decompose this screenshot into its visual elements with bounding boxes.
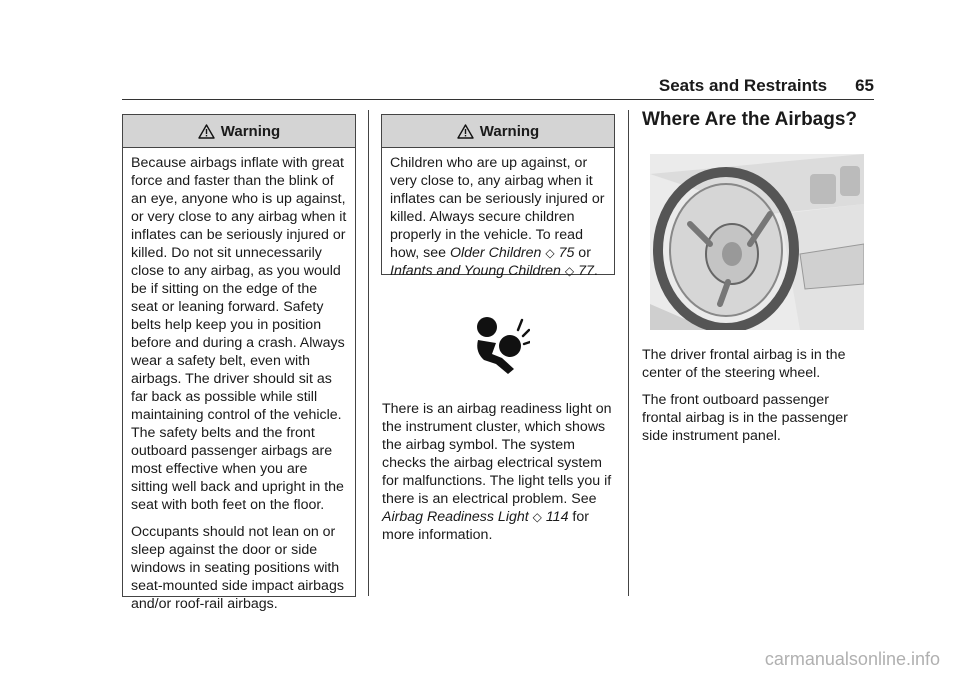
page-ref-icon: ◇ [545,246,555,260]
header-rule [122,99,874,100]
page-ref-77[interactable]: 77 [578,263,594,279]
warning-middle-text: Children who are up against, or very close to, any airbag when it inflates can be seriously injured or killed. Always secure children properly in the vehicle. To read how, see [390,155,605,261]
warning-header-middle [382,115,614,148]
warning-heading-left: Warning [220,122,281,140]
airbag-location-text [642,346,870,454]
end-period: . [593,263,598,279]
section-title-header: Seats and Restraints [658,76,828,95]
link-older-children[interactable]: Older Children [449,245,542,261]
warning-left-paragraph-2: Occupants should not lean on or sleep against the door or side windows in seating positions with seat-mounted side impact airbags and/or roof-rail airbags. [131,524,344,612]
driver-airbag-paragraph: The driver frontal airbag is in the center of the steering wheel. [642,347,846,381]
passenger-airbag-paragraph: The front outboard passenger frontal airbag is in the passenger side instrument panel. [642,392,848,444]
airbag-readiness-icon [474,316,530,374]
warning-icon [457,124,474,139]
warning-left-paragraph-1: Because airbags inflate with great force and faster than the blink of an eye, anyone who is up against, or very close to any airbag when it inflates can be seriously injured or killed. Do not sit unnecessarily close to any airbag, as you would be if sitting on the edge of the seat or leaning forward. Safety belts help keep you in position before and during a crash. Always wear a safety belt, even with airbags. The driver should sit as far back as possible while still maintaining control of the vehicle. The safety belts and the front outboard passenger airbags are most effective when you are sitting well back and upright in the seat with both feet on the floor. [131,155,347,513]
column-divider-left [368,110,369,596]
page-header [122,74,874,98]
readiness-text: There is an airbag readiness light on the instrument cluster, which shows the airbag symbol. The system checks the airbag electrical system for malfunctions. The light tells you if there is an electrical problem. See [382,401,612,507]
or-text: or [574,245,591,261]
warning-box-middle [381,114,615,279]
page-ref-icon: ◇ [564,264,575,278]
link-infants-young-children[interactable]: Infants and Young Children [390,263,561,279]
link-airbag-readiness-light[interactable]: Airbag Readiness Light [382,509,529,525]
warning-middle-paragraph [390,154,606,280]
steering-wheel-airbag-image [650,154,864,330]
readiness-text-end: for more information. [382,509,589,543]
airbag-readiness-paragraph [382,400,614,544]
watermark: carmanualsonline.info [764,649,940,669]
warning-heading-middle: Warning [479,122,540,140]
warning-icon [198,124,215,139]
airbag-readiness-text [382,400,614,553]
page-ref-icon: ◇ [532,510,542,524]
page-ref-75[interactable]: 75 [558,245,575,261]
section-title: Where Are the Airbags? [642,109,858,130]
page-number: 65 [855,76,874,95]
warning-box-left [122,114,356,612]
warning-header-left [123,115,355,148]
page-ref-114[interactable]: 114 [545,509,569,525]
column-divider-right [628,110,629,596]
